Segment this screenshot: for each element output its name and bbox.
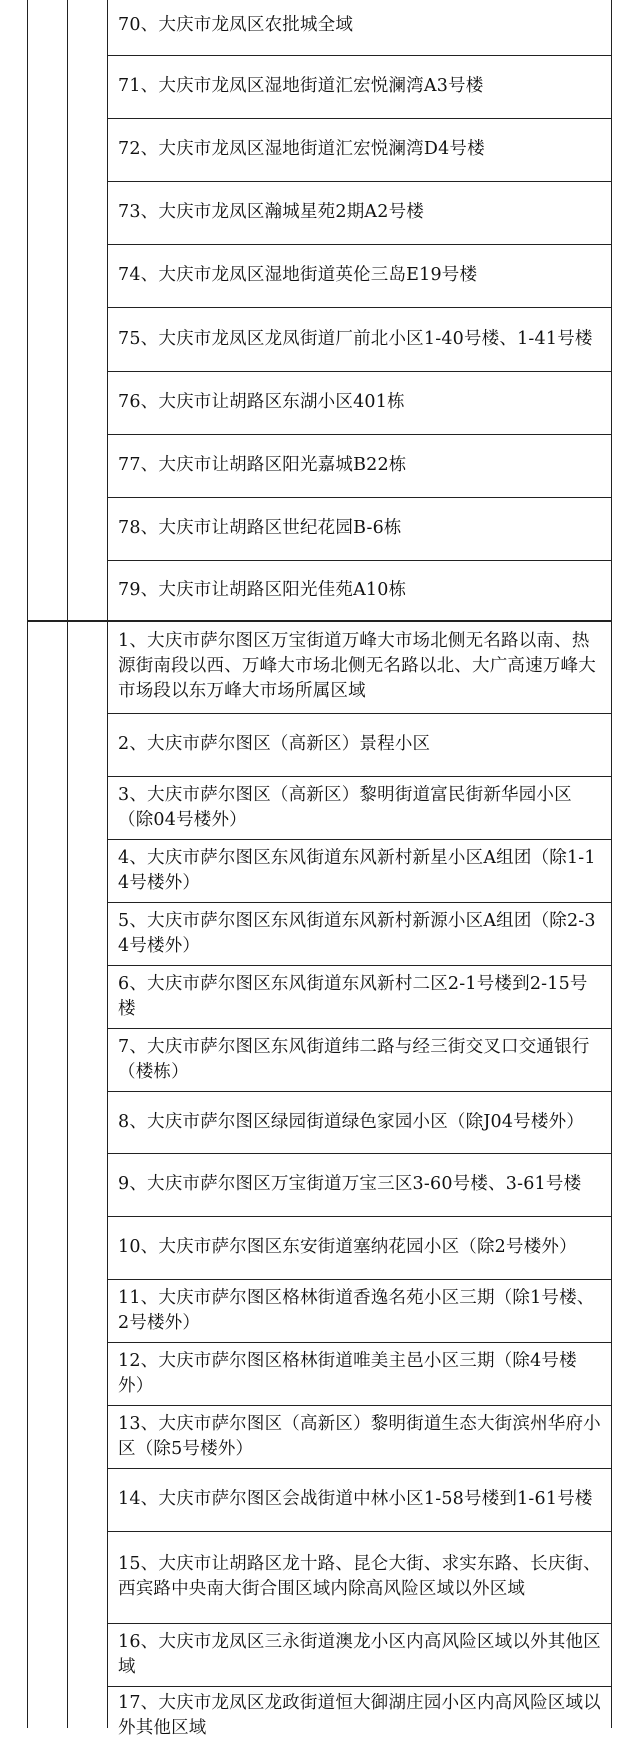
table-row bbox=[109, 307, 607, 371]
row-text: 13、大庆市萨尔图区（高新区）黎明街道生态大街滨州华府小区（除5号楼外） bbox=[118, 1413, 601, 1459]
table-row bbox=[109, 1153, 607, 1216]
row-border bbox=[107, 1468, 612, 1469]
table-row bbox=[109, 902, 607, 965]
row-border bbox=[107, 55, 612, 56]
row-border bbox=[107, 307, 612, 308]
row-text: 72、大庆市龙凤区湿地街道汇宏悦澜湾D4号楼 bbox=[118, 139, 485, 159]
row-text: 17、大庆市龙凤区龙政街道恒大御湖庄园小区内高风险区域以外其他区域 bbox=[118, 1692, 601, 1738]
row-border bbox=[107, 118, 612, 119]
row-text: 74、大庆市龙凤区湿地街道英伦三岛E19号楼 bbox=[118, 265, 478, 285]
table-row bbox=[109, 1686, 607, 1745]
row-border bbox=[107, 713, 612, 714]
table-row bbox=[109, 965, 607, 1028]
row-text: 4、大庆市萨尔图区东风街道东风新村新星小区A组团（除1-14号楼外） bbox=[118, 847, 596, 893]
row-border bbox=[107, 1623, 612, 1624]
table-row bbox=[109, 1468, 607, 1531]
table-row bbox=[109, 181, 607, 244]
row-text: 71、大庆市龙凤区湿地街道汇宏悦澜湾A3号楼 bbox=[118, 76, 484, 96]
row-text: 14、大庆市萨尔图区会战街道中林小区1-58号楼到1-61号楼 bbox=[118, 1489, 593, 1509]
row-text: 77、大庆市让胡路区阳光嘉城B22栋 bbox=[118, 455, 407, 475]
row-border bbox=[107, 560, 612, 561]
row-text: 7、大庆市萨尔图区东风街道纬二路与经三街交叉口交通银行（楼栋） bbox=[118, 1036, 590, 1082]
table-row bbox=[109, 1531, 607, 1623]
table-row bbox=[109, 1091, 607, 1153]
row-text: 6、大庆市萨尔图区东风街道东风新村二区2-1号楼到2-15号楼 bbox=[118, 973, 588, 1019]
row-text: 5、大庆市萨尔图区东风街道东风新村新源小区A组团（除2-34号楼外） bbox=[118, 910, 596, 956]
row-border bbox=[107, 244, 612, 245]
row-border bbox=[107, 1028, 612, 1029]
table-row bbox=[109, 1342, 607, 1405]
table-row bbox=[109, 1279, 607, 1342]
row-text: 11、大庆市萨尔图区格林街道香逸名苑小区三期（除1号楼、2号楼外） bbox=[118, 1287, 595, 1333]
row-text: 10、大庆市萨尔图区东安街道塞纳花园小区（除2号楼外） bbox=[118, 1237, 577, 1257]
row-border bbox=[107, 776, 612, 777]
row-text: 2、大庆市萨尔图区（高新区）景程小区 bbox=[118, 734, 431, 754]
row-text: 8、大庆市萨尔图区绿园街道绿色家园小区（除J04号楼外） bbox=[118, 1111, 585, 1132]
table-row bbox=[109, 118, 607, 181]
row-border bbox=[107, 497, 612, 498]
row-text: 3、大庆市萨尔图区（高新区）黎明街道富民街新华园小区（除04号楼外） bbox=[118, 784, 572, 830]
table-row bbox=[109, 1028, 607, 1091]
row-text: 9、大庆市萨尔图区万宝街道万宝三区3-60号楼、3-61号楼 bbox=[118, 1174, 582, 1194]
table-row bbox=[109, 776, 607, 839]
row-text: 78、大庆市让胡路区世纪花园B-6栋 bbox=[118, 518, 402, 538]
row-border bbox=[107, 434, 612, 435]
row-border bbox=[107, 1686, 612, 1687]
row-text: 76、大庆市让胡路区东湖小区401栋 bbox=[118, 392, 405, 412]
table-row bbox=[109, 1216, 607, 1279]
table-row bbox=[109, 839, 607, 902]
table-row bbox=[109, 1623, 607, 1686]
row-border bbox=[107, 1091, 612, 1092]
row-border bbox=[107, 1342, 612, 1343]
row-border bbox=[107, 1279, 612, 1280]
row-text: 12、大庆市萨尔图区格林街道唯美主邑小区三期（除4号楼外） bbox=[118, 1350, 577, 1396]
table-row bbox=[109, 560, 607, 620]
table-row bbox=[109, 434, 607, 497]
row-border bbox=[107, 181, 612, 182]
row-text: 70、大庆市龙凤区农批城全域 bbox=[118, 14, 354, 35]
row-text: 79、大庆市让胡路区阳光佳苑A10栋 bbox=[118, 579, 407, 600]
row-border bbox=[107, 1216, 612, 1217]
table-row bbox=[109, 1405, 607, 1468]
row-border bbox=[107, 1531, 612, 1532]
row-border bbox=[107, 965, 612, 966]
row-border bbox=[107, 371, 612, 372]
row-border bbox=[107, 839, 612, 840]
row-border bbox=[107, 1405, 612, 1406]
row-border bbox=[107, 902, 612, 903]
row-text: 16、大庆市龙凤区三永街道澳龙小区内高风险区域以外其他区域 bbox=[118, 1631, 601, 1677]
row-text: 15、大庆市让胡路区龙十路、昆仑大街、求实东路、长庆街、西宾路中央南大街合围区域内除高风险区域以外区域 bbox=[118, 1554, 601, 1599]
table-row bbox=[109, 371, 607, 434]
row-text: 73、大庆市龙凤区瀚城星苑2期A2号楼 bbox=[118, 202, 424, 222]
table-left-border bbox=[27, 0, 28, 1728]
table-row bbox=[109, 244, 607, 307]
table-row bbox=[109, 55, 607, 118]
table-row bbox=[109, 0, 607, 55]
row-text: 75、大庆市龙凤区龙凤街道厂前北小区1-40号楼、1-41号楼 bbox=[118, 328, 593, 349]
row-text: 1、大庆市萨尔图区万宝街道万峰大市场北侧无名路以南、热源街南段以西、万峰大市场北侧无名路以北、大广高速万峰大市场段以东万峰大市场所属区域 bbox=[118, 631, 596, 701]
table-row bbox=[109, 713, 607, 776]
table-row bbox=[109, 497, 607, 560]
table-column-divider-1 bbox=[67, 0, 68, 1728]
table-row bbox=[109, 620, 607, 713]
row-border bbox=[107, 1153, 612, 1154]
